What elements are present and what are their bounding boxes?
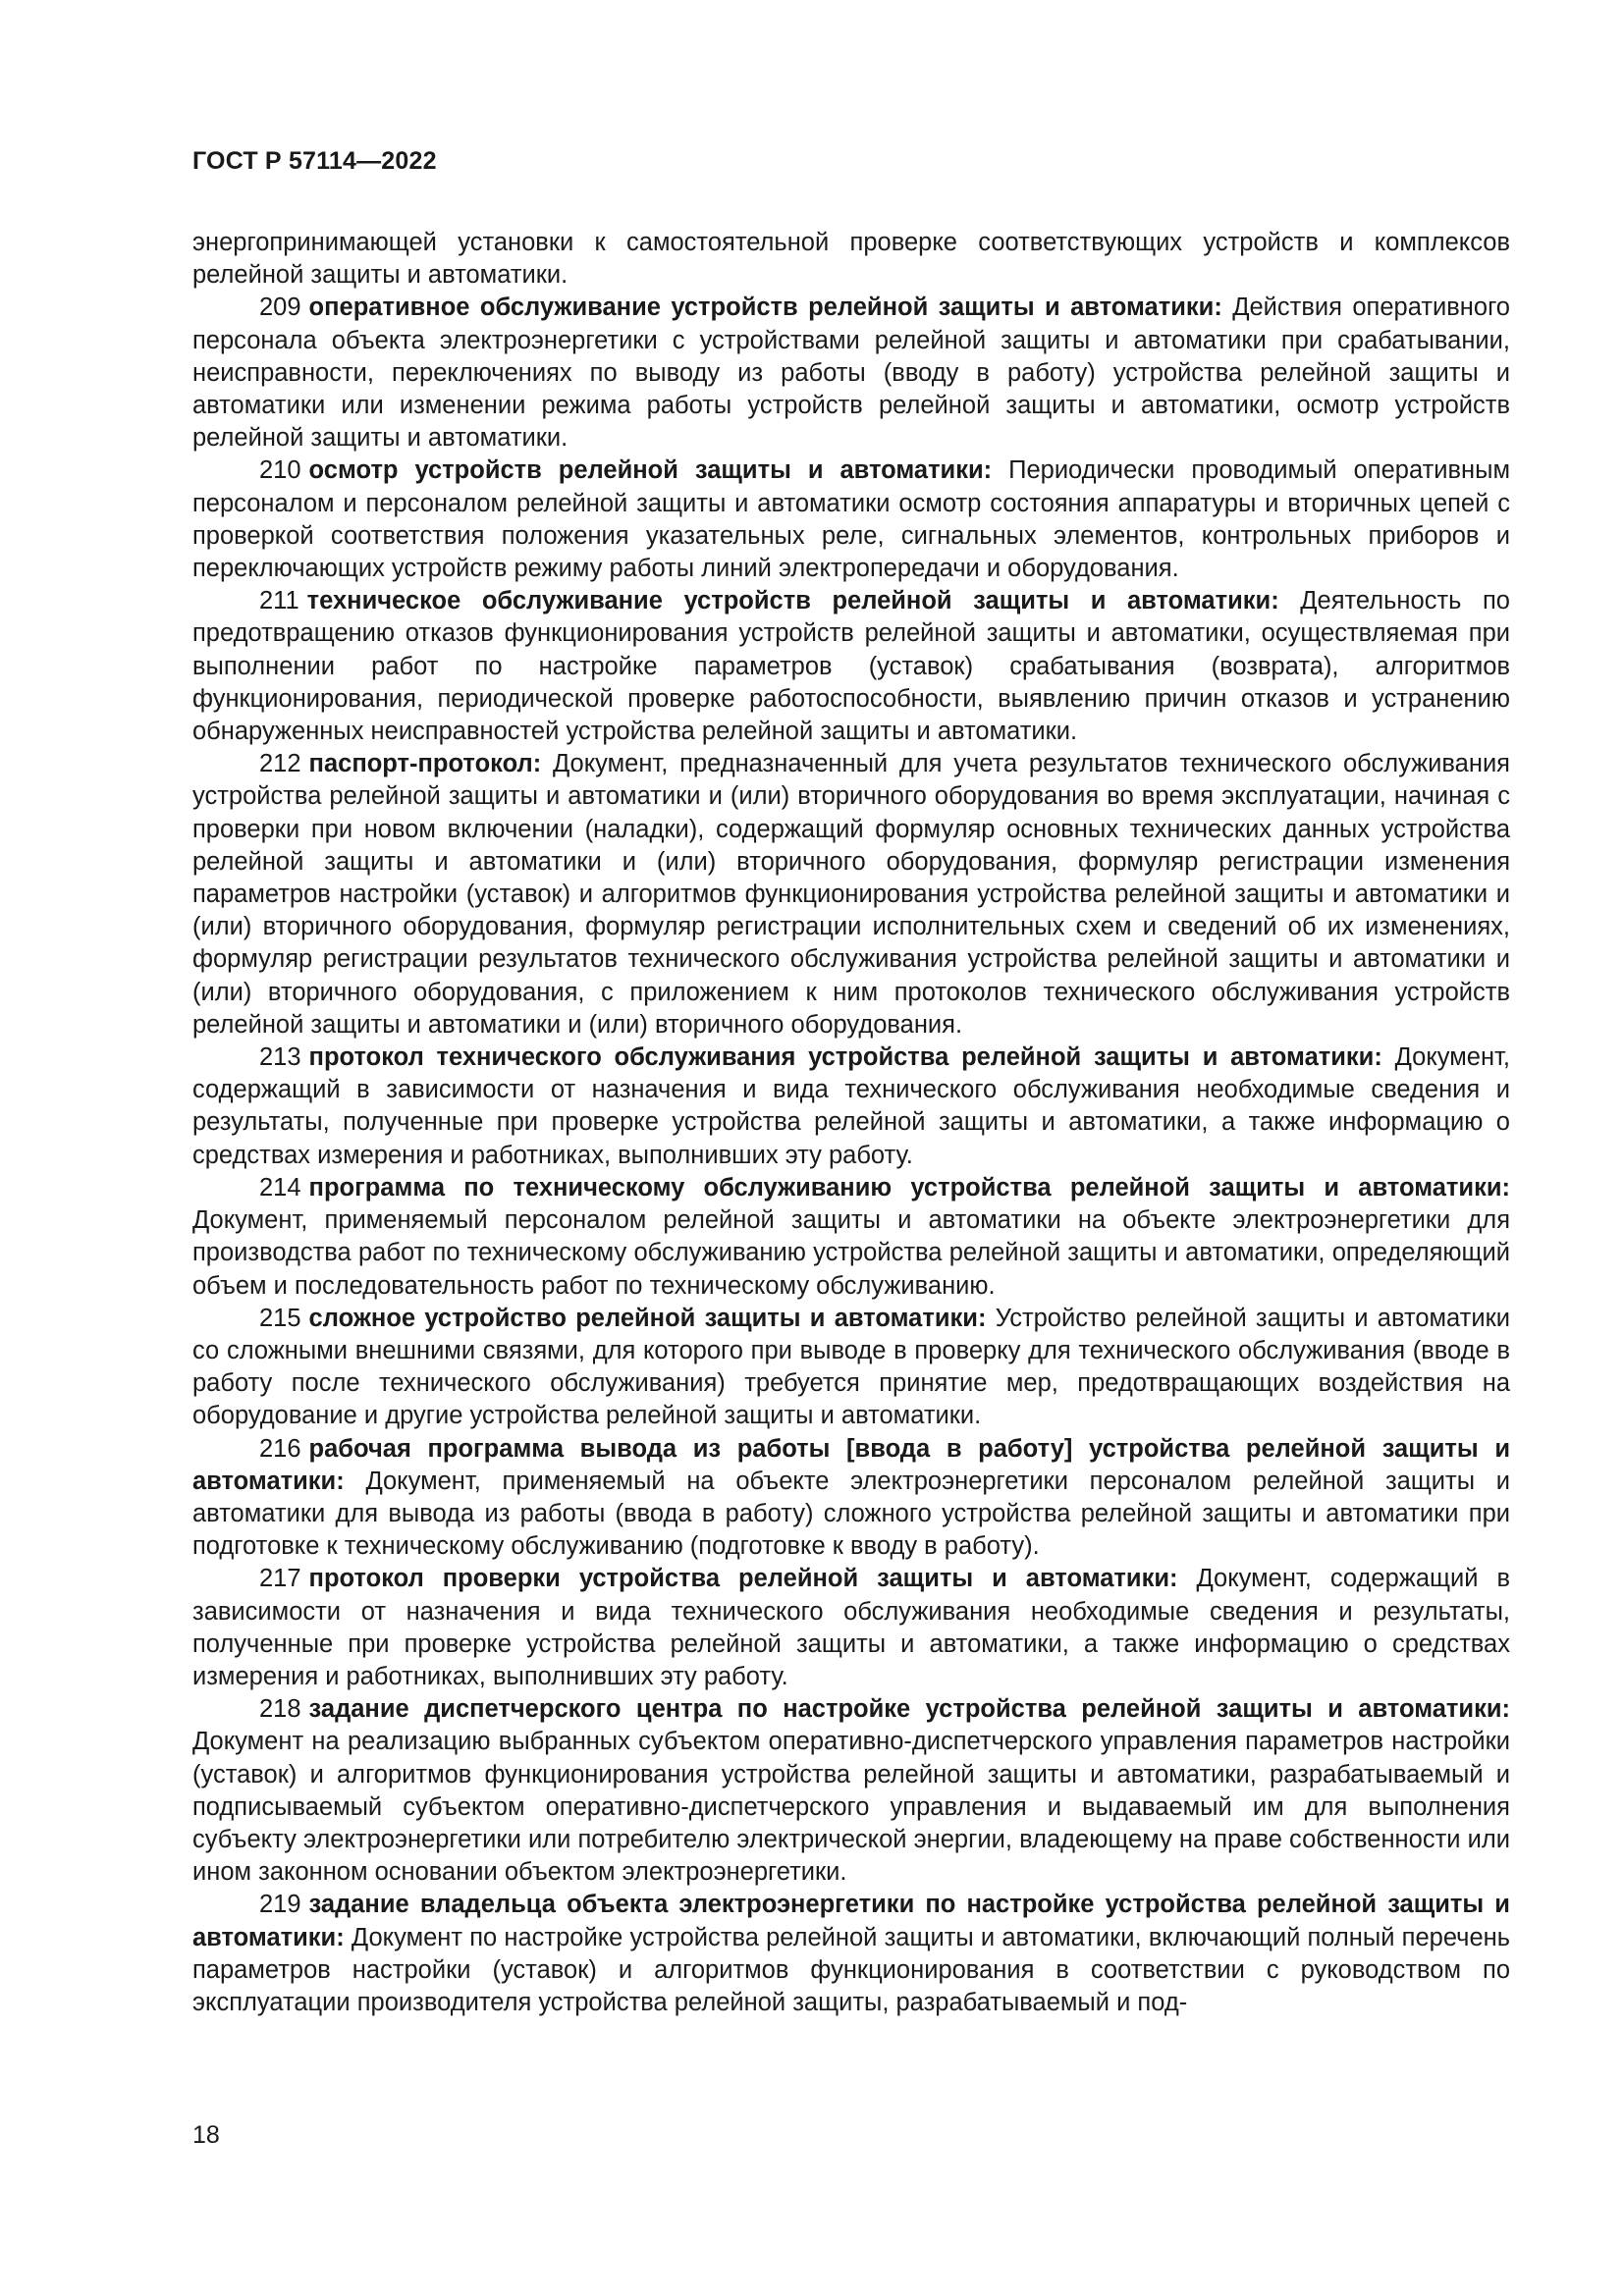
term-definition: Документ, предназначенный для учета результатов технического обслуживания устройства релейной защиты и автоматики и (или) вторичного оборудования во время эксплуатации, начиная с проверки при новом включении (наладки), содержащий формуляр основных технических данных устройства релейной защиты и автоматики и (или) вторичного оборудования, формуляр регистрации изменения параметров настройки (уставок) и алгоритмов функционирования устройства релейной защиты и автоматики и (или) вторичного оборудования, формуляр регистрации исполнительных схем и сведений об их изменениях, формуляр регистрации результатов технического обслуживания устройства релейной защиты и автоматики и (или) вторичного оборудования, с приложением к ним протоколов технического обслуживания устройств релейной защиты и автоматики и (или) вторичного оборудования. <box>192 750 1510 1039</box>
term-number: 215 <box>259 1304 301 1332</box>
term-definition: Документ, содержащий в зависимости от назначения и вида технического обслуживания необходимые сведения и результаты, полученные при проверке устройства релейной защиты и автоматики, а также информацию о средствах измерения и работниках, выполнивших эту работу. <box>192 1043 1510 1169</box>
term-number: 211 <box>259 587 299 615</box>
term-entry-217 <box>192 1563 1510 1693</box>
term-definition: Деятельность по предотвращению отказов функционирования устройств релейной защиты и автоматики, осуществляемая при выполнении работ по настройке параметров (уставок) срабатывания (возврата), алгоритмов функционирования, периодической проверке работоспособности, выявлению причин отказов и устранению обнаруженных неисправностей устройства релейной защиты и автоматики. <box>192 587 1510 746</box>
term-definition: Документ, применяемый на объекте электроэнергетики персоналом релейной защиты и автоматики для вывода из работы (ввода в работу) сложного устройства релейной защиты и автоматики при подготовке к техническому обслуживанию (подготовке к вводу в работу). <box>192 1467 1510 1561</box>
term-entry-216 <box>192 1433 1510 1564</box>
term-entry-211 <box>192 585 1510 748</box>
term-definition: Периодически проводимый оперативным персоналом и персоналом релейной защиты и автоматики осмотр состояния аппаратуры и вторичных цепей с проверкой соответствия положения указательных реле, сигнальных элементов, контрольных приборов и переключающих устройств режиму работы линий электропередачи и оборудования. <box>192 456 1510 583</box>
term-number: 209 <box>259 294 301 322</box>
term-title: протокол технического обслуживания устройства релейной защиты и автоматики: <box>308 1043 1382 1072</box>
term-title: программа по техническому обслуживанию устройства релейной защиты и автоматики: <box>308 1173 1510 1201</box>
term-entry-219 <box>192 1889 1510 2019</box>
term-title: задание диспетчерского центра по настройке устройства релейной защиты и автоматики: <box>308 1695 1510 1724</box>
term-number: 212 <box>259 750 301 778</box>
term-number: 218 <box>259 1695 301 1724</box>
term-number: 216 <box>259 1434 301 1463</box>
term-definition: Документ на реализацию выбранных субъектом оперативно-диспетчерского управления параметров настройки (уставок) и алгоритмов функционирования устройства релейной защиты и автоматики, разрабатываемый и подписываемый субъектом оперативно-диспетчерского управления и выдаваемый им для выполнения субъекту электроэнергетики или потребителю электрической энергии, владеющему на праве собственности или ином законном основании объектом электроэнергетики. <box>192 1728 1510 1887</box>
term-definition: Документ по настройке устройства релейной защиты и автоматики, включающий полный перечень параметров настройки (уставок) и алгоритмов функционирования в соответствии с руководством по эксплуатации производителя устройства релейной защиты, разрабатываемый и под- <box>192 1923 1510 2016</box>
term-number: 213 <box>259 1043 301 1072</box>
page-number: 18 <box>192 2121 220 2149</box>
term-entry-209 <box>192 292 1510 454</box>
term-definition: Документ, применяемый персоналом релейной защиты и автоматики на объекте электроэнергетики для производства работ по техническому обслуживанию устройства релейной защиты и автоматики, определяющий объем и последовательность работ по техническому обслуживанию. <box>192 1206 1510 1300</box>
intro-paragraph: энергопринимающей установки к самостоятельной проверке соответствующих устройств и комплексов релейной защиты и автоматики. <box>192 229 1510 290</box>
term-title: задание владельца объекта электроэнергетики по настройке устройства релейной защиты и автоматики: <box>192 1891 1510 1951</box>
term-entry-210 <box>192 454 1510 585</box>
term-entry-212 <box>192 748 1510 1041</box>
term-number: 217 <box>259 1565 301 1593</box>
term-definition: Устройство релейной защиты и автоматики со сложными внешними связями, для которого при выводе в проверку для технического обслуживания (вводе в работу после технического обслуживания) требуется принятие мер, предотвращающих воздействия на оборудование и другие устройства релейной защиты и автоматики. <box>192 1304 1510 1430</box>
term-entry-214 <box>192 1172 1510 1303</box>
term-number: 210 <box>259 456 301 485</box>
document-body <box>192 227 1510 2019</box>
term-number: 219 <box>259 1891 301 1919</box>
term-entry-213 <box>192 1041 1510 1172</box>
term-title: осмотр устройств релейной защиты и автоматики: <box>308 456 993 485</box>
term-definition: Документ, содержащий в зависимости от назначения и вида технического обслуживания необходимые сведения и результаты, полученные при проверке устройства релейной защиты и автоматики, а также информацию о средствах измерения и работниках, выполнивших эту работу. <box>192 1565 1511 1690</box>
term-title: паспорт-протокол: <box>308 750 542 778</box>
term-entry-215 <box>192 1303 1510 1433</box>
term-title: сложное устройство релейной защиты и автоматики: <box>308 1304 987 1332</box>
term-entry-218 <box>192 1693 1510 1889</box>
term-title: протокол проверки устройства релейной защиты и автоматики: <box>308 1565 1178 1593</box>
term-number: 214 <box>259 1173 301 1201</box>
term-definition: Действия оперативного персонала объекта электроэнергетики с устройствами релейной защиты и автоматики при срабатывании, неисправности, переключениях по выводу из работы (вводу в работу) устройства релейной защиты и автоматики или изменении режима работы устройств релейной защиты и автоматики, осмотр устройств релейной защиты и автоматики. <box>192 294 1510 453</box>
document-header: ГОСТ Р 57114—2022 <box>192 147 437 175</box>
term-title: оперативное обслуживание устройств релейной защиты и автоматики: <box>308 294 1222 322</box>
term-title: техническое обслуживание устройств релейной защиты и автоматики: <box>306 587 1279 615</box>
term-title: рабочая программа вывода из работы [ввода в работу] устройства релейной защиты и автоматики: <box>192 1434 1510 1495</box>
